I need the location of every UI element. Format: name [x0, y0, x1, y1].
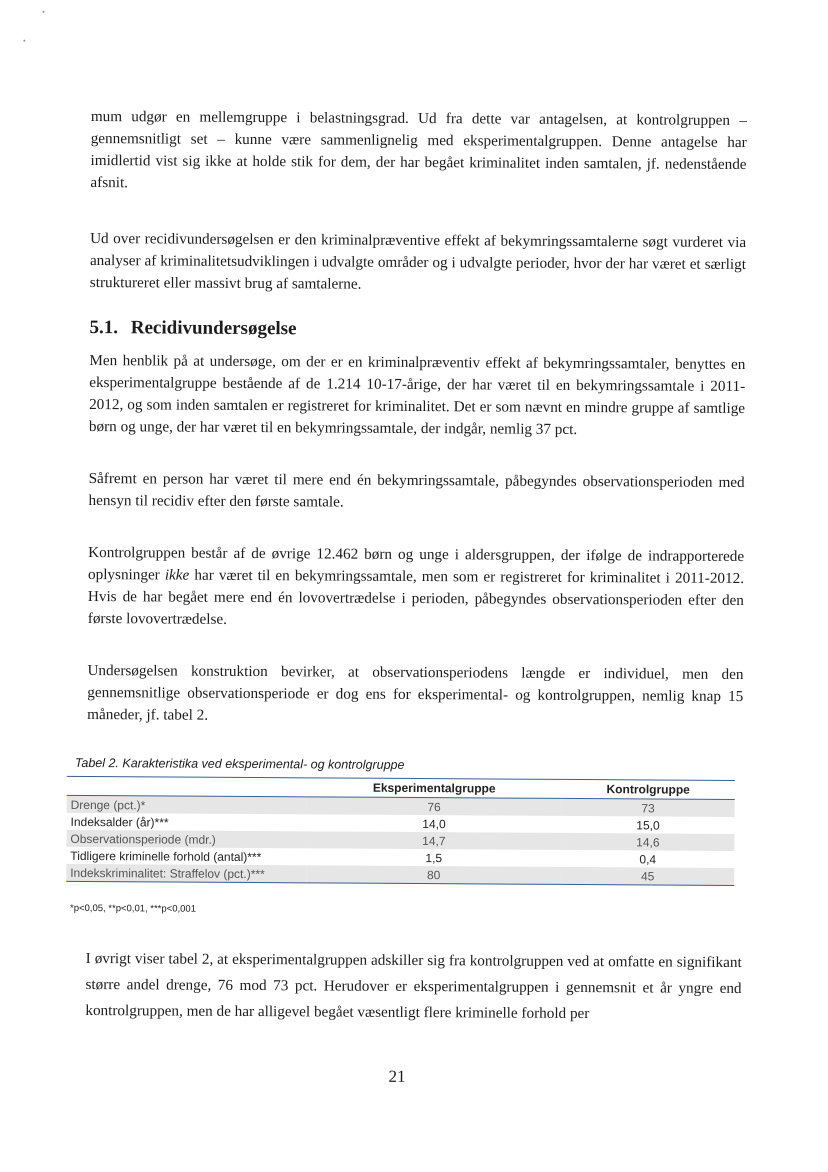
paragraph-control-group — [88, 542, 745, 634]
scan-speck — [42, 11, 44, 13]
paragraph-experimental-group: Men henblik på at undersøge, om der er en kriminalpræventiv effekt af bekymringssamtaler, benyttes en eksperimentalgruppe bestående af de 1.214 10-17-årige, der har været til en bekymringssamtale i 2011-2012, og som inden samtalen er registreret for kriminalitet. Det er som nævnt en mindre gruppe af samtlige børn og unge, der har været til en bekymringssamtale, der indgår, nemlig 37 pct. — [88, 352, 746, 438]
row-label: Tidligere kriminelle forhold (antal)*** — [70, 848, 262, 864]
control-value: 14,6 — [561, 833, 734, 851]
paragraph-crime-analysis: Ud over recidivundersøgelsen er den kriminalpræventive effekt af bekymringssamtalerne søgt vurderet via analyser af kriminalitetsudviklingen i udvalgte områder og i udvalgte perioder, hvor der har været et særligt struktureret eller massivt brug af samtalerne. — [89, 230, 747, 293]
experimental-value: 76 — [307, 797, 562, 816]
control-value: 15,0 — [636, 817, 660, 833]
emphasis-text: ikke — [164, 566, 190, 584]
text-run: Kontrolgruppen består af de øvrige 12.462 børn og unge i aldersgruppen, der ifølge de indrapporterede oplysninger — [88, 544, 745, 584]
control-value: 0,4 — [639, 851, 657, 866]
text-run: har været til en bekymringssamtale, men som er registreret for kriminalitet i 2011-2012. Hvis de har begået mere end én lovovertrædelse i perioden, påbegyndes observationsperioden efter den første lovovertrædelse. — [87, 566, 745, 628]
paragraph-observation-start: Såfremt en person har været til mere end én bekymringssamtale, påbegyndes observationsperioden med hensyn til recidiv efter den første samtale. — [88, 470, 745, 511]
row-label: Observationsperiode (mdr.) — [66, 830, 306, 848]
table-row — [66, 864, 734, 886]
paragraph-table-discussion: I øvrigt viser tabel 2, at eksperimentalgruppen adskiller sig fra kontrolgruppen ved at omfatte en signifikant større andel drenge, 76 mod 73 pct. Herudover er eksperimentalgruppen i gennemsnit et år yngre end kontrolgruppen, men de har alligevel begået væsentligt flere kriminelle forhold per — [85, 950, 742, 1023]
header-blank — [67, 776, 307, 796]
control-value: 73 — [561, 798, 734, 817]
characteristics-table — [66, 776, 735, 886]
page-number: 21 — [388, 1066, 406, 1086]
control-value: 45 — [561, 867, 734, 886]
paragraph-intro: mum udgør en mellemgruppe i belastningsgrad. Ud fra dette var antagelsen, at kontrolgruppen – gennemsnitligt set – kunne være sammenlignelig med eksperimentalgruppen. Denne antagelse har imidlertid vist sig ikke at holde stik for dem, der har begået kriminalitet inden samtalen, jf. nedenstående afsnit. — [90, 108, 747, 192]
row-label: Indeksalder (år)*** — [70, 814, 169, 830]
section-title: Recidivundersøgelse — [130, 317, 297, 340]
experimental-value: 1,5 — [425, 850, 443, 865]
header-control: Kontrolgruppe — [562, 779, 735, 799]
experimental-value: 14,0 — [422, 816, 446, 831]
significance-note: *p<0,05, **p<0,01, ***p<0,001 — [69, 902, 197, 915]
paragraph-observation-length: Undersøgelsen konstruktion bevirker, at observationsperiodens længde er individuel, men den gennemsnitlige observationsperiode er dog ens for eksperimental- og kontrolgruppen, nemlig knap 15 måneder, jf. tabel 2. — [87, 662, 744, 724]
row-label: Indekskriminalitet: Straffelov (pct.)*** — [66, 864, 306, 883]
scan-speck — [23, 40, 25, 42]
table-caption: Tabel 2. Karakteristika ved eksperimental- og kontrolgruppe — [74, 755, 405, 772]
section-heading — [89, 316, 296, 341]
section-number: 5.1. — [89, 317, 119, 339]
experimental-value: 80 — [306, 865, 561, 884]
row-label: Drenge (pct.)* — [67, 795, 307, 814]
experimental-value: 14,7 — [306, 831, 561, 850]
header-experimental: Eksperimentalgruppe — [307, 778, 562, 799]
